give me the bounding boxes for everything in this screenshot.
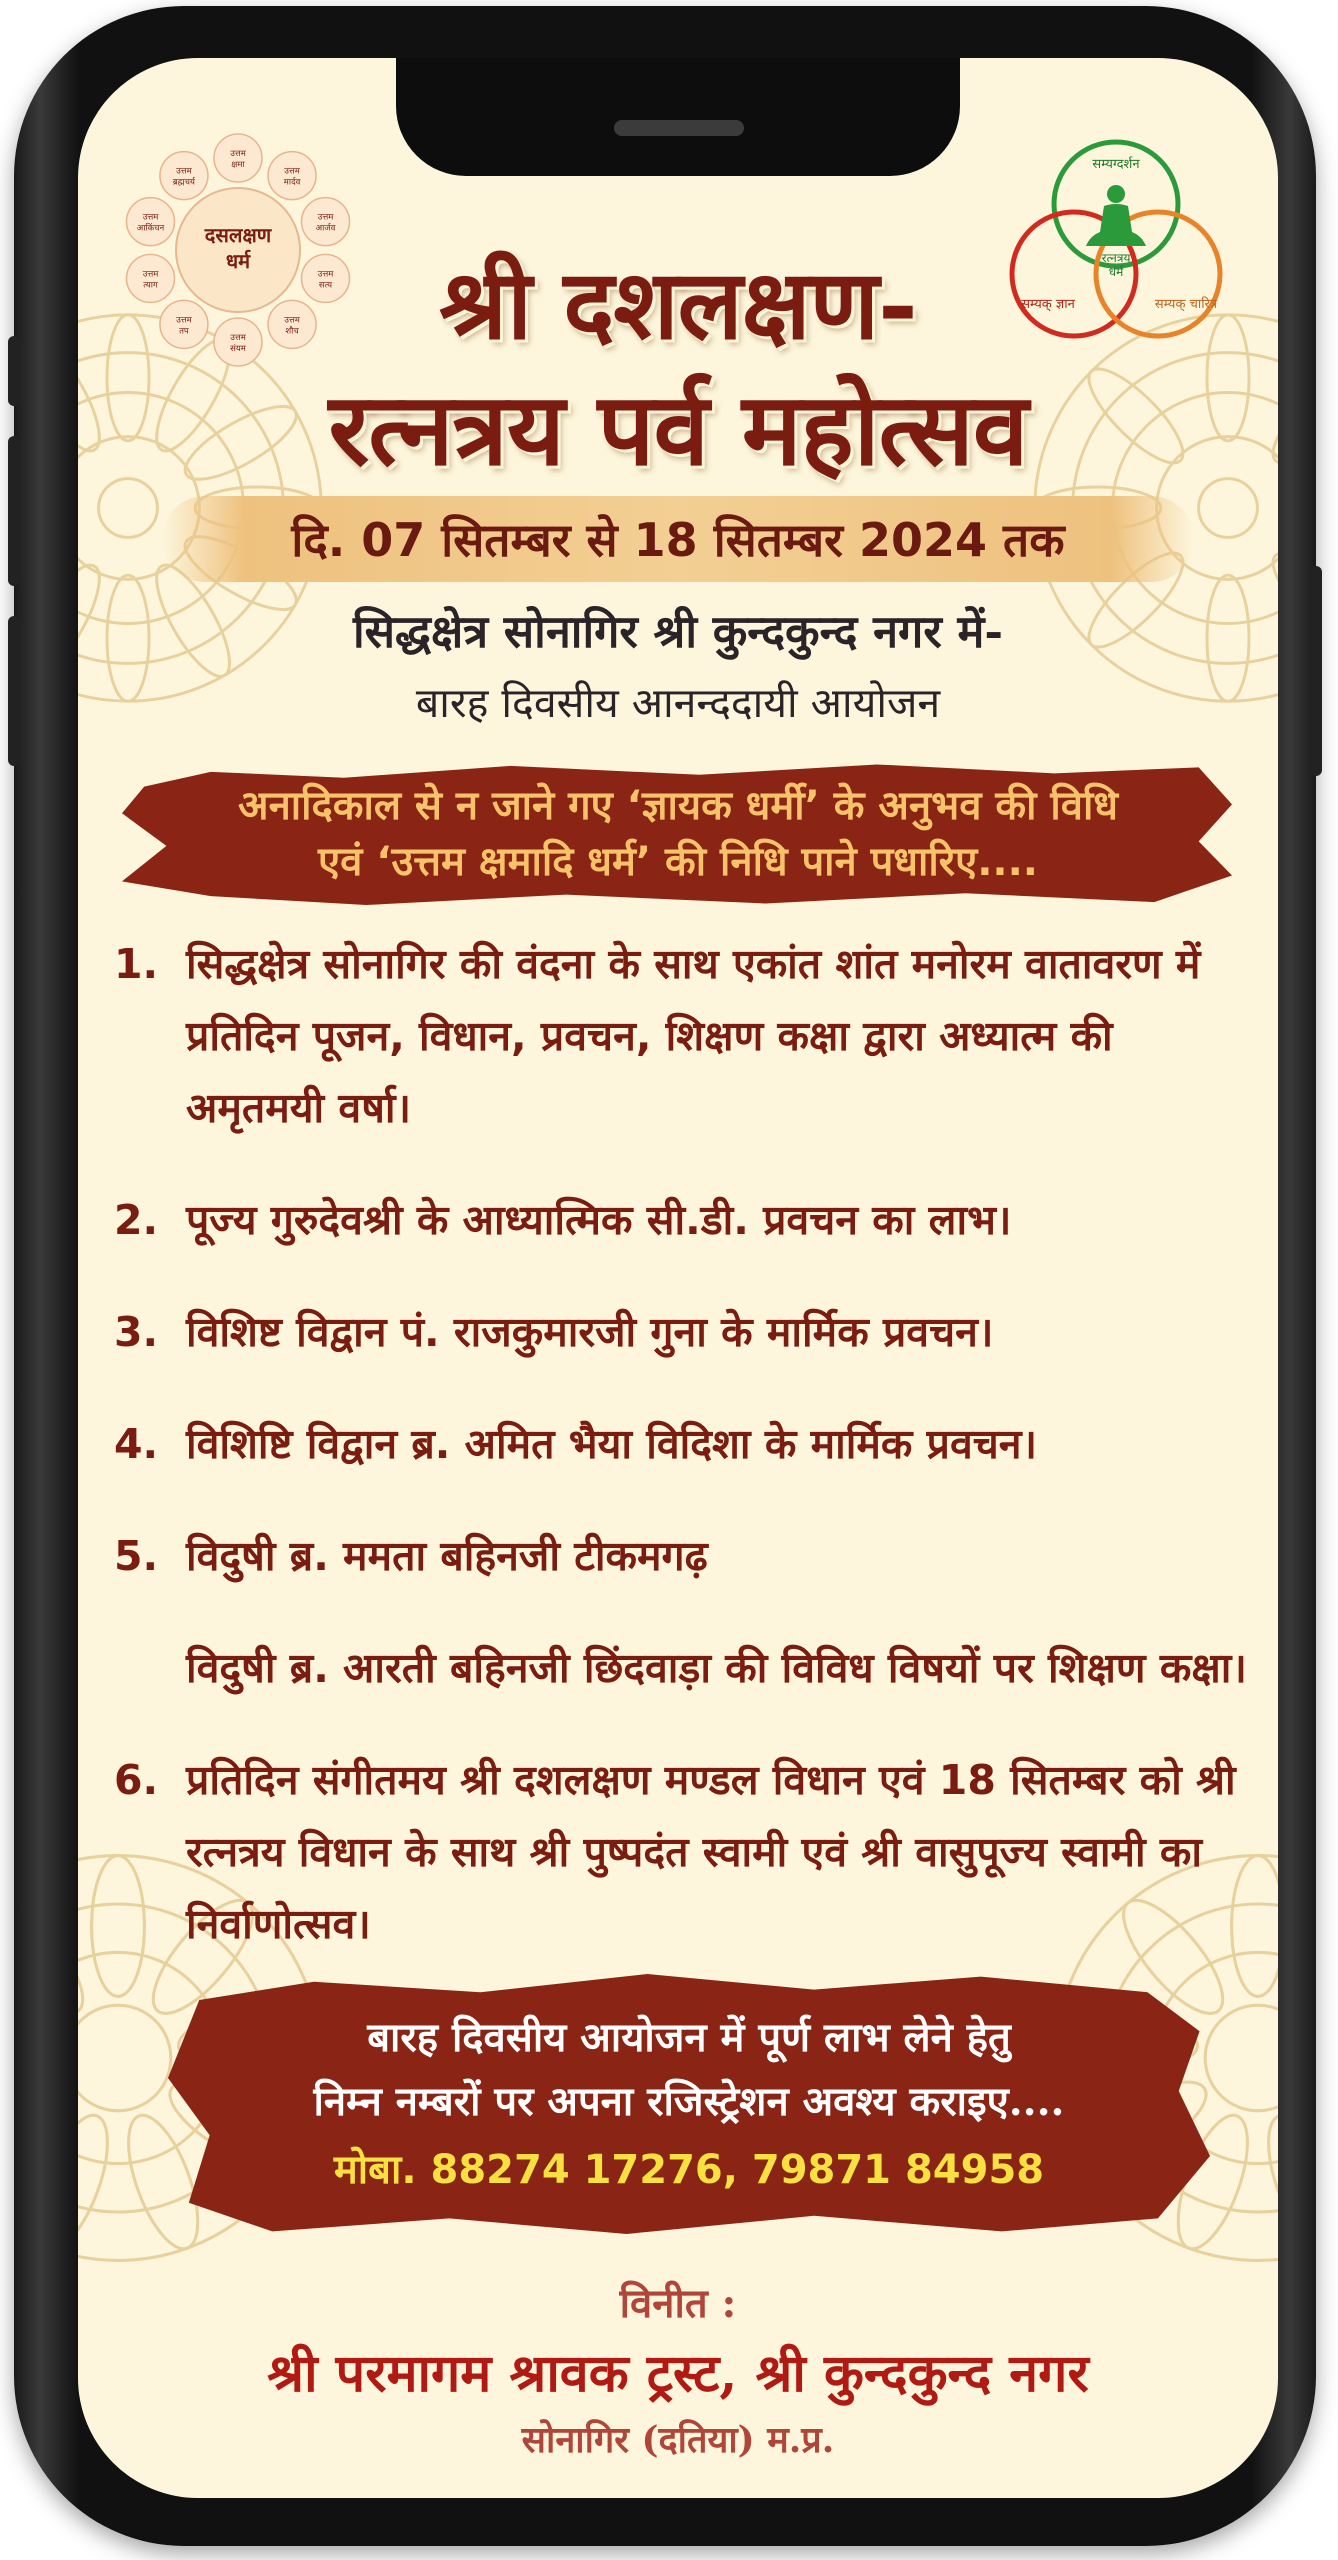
dashlakshan-petal-label: उत्तम [176,166,192,177]
list-item [114,1744,1254,1960]
dashlakshan-petal-label: उत्तम [230,149,246,159]
dashlakshan-petal-label: उत्तम [230,333,246,343]
dashlakshan-petal-label: मार्दव [283,177,301,188]
dashlakshan-petal-label: उत्तम [142,269,159,280]
dashlakshan-petal-label: त्याग [143,280,158,291]
place-name: सोनागिर (दतिया) म.प्र. [521,2419,835,2461]
title-line-1: श्री दशलक्षण- [439,248,917,361]
list-item-text: विदुषी ब्र. ममता बहिनजी टीकमगढ़ [186,1532,708,1580]
dashlakshan-petal-label: उत्तम [284,315,300,326]
ratnatray-left-label: सम्यक् ज्ञान [1021,297,1075,312]
dashlakshan-petal-label: शौच [285,326,299,337]
event-description-line: बारह दिवसीय आनन्ददायी आयोजन [415,679,941,727]
dashlakshan-petal-label: उत्तम [176,315,192,326]
side-button-right [1310,566,1322,776]
list-item-number: 4. [114,1420,159,1468]
registration-line-2: निम्न नम्बरों पर अपना रजिस्ट्रेशन अवश्य कराइए.... [313,2078,1065,2125]
date-banner-text: दि. 07 सितम्बर से 18 सितम्बर 2024 तक [291,513,1065,567]
dashlakshan-center-line2: धर्म [225,249,251,273]
title-line-2: रत्नत्रय पर्व महोत्सव [328,370,1028,488]
side-button-left-2 [8,436,20,586]
list-item-text: प्रतिदिन संगीतमय श्री दशलक्षण मण्डल विधान एवं 18 सितम्बर को श्री रत्नत्रय विधान के साथ श्री पुष्पदंत स्वामी एवं श्री वासुपूज्य स्वामी का निर्वाणोत्सव। [186,1756,1236,1948]
dashlakshan-petal-label: सत्य [318,280,333,291]
list-item-text: विशिष्ट विद्वान पं. राजकुमारजी गुना के मार्मिक प्रवचन। [186,1308,994,1356]
invitation-line-2: एवं ‘उत्तम क्षमादि धर्म’ की निधि पाने पधारिए.... [318,839,1038,885]
speaker-grille [614,120,744,136]
list-item-number: 1. [114,940,159,988]
side-button-left-3 [8,616,20,766]
dashlakshan-center-line1: दसलक्षण [204,223,272,247]
registration-line-1: बारह दिवसीय आयोजन में पूर्ण लाभ लेने हेतु [367,2014,1011,2061]
dashlakshan-petal-label: उत्तम [317,212,334,223]
contact-phone-numbers[interactable]: मोबा. 88274 17276, 79871 84958 [333,2147,1045,2193]
poster-content [78,58,1278,2498]
trust-name: श्री परमागम श्रावक ट्रस्ट, श्री कुन्दकुन्द नगर [267,2343,1089,2404]
dashlakshan-petal-label: क्षमा [231,160,245,170]
list-item-number: 2. [114,1196,159,1244]
dashlakshan-petal-label: ब्रह्मचर्य [172,177,195,188]
venue-line: सिद्धक्षेत्र सोनागिर श्री कुन्दकुन्द नगर में- [352,605,1004,658]
dashlakshan-petal-label: उत्तम [317,269,334,280]
program-list [114,928,1254,2000]
ratnatray-center-line1: रत्नत्रय [1101,251,1131,265]
side-button-left-1 [8,336,20,406]
phone-frame [14,6,1316,2546]
list-item [114,1632,1254,1704]
phone-screen [78,58,1278,2498]
ratnatray-right-label: सम्यक् चारित्र [1154,297,1218,312]
list-item [114,1408,1254,1480]
dashlakshan-petal-label: उत्तम [284,166,300,177]
dashlakshan-petal-label: तप [179,326,189,337]
list-item-number: 3. [114,1308,159,1356]
list-item-text: पूज्य गुरुदेवश्री के आध्यात्मिक सी.डी. प्रवचन का लाभ। [186,1196,1012,1244]
phone-notch [396,58,960,176]
list-item-text: सिद्धक्षेत्र सोनागिर की वंदना के साथ एकांत शांत मनोरम वातावरण में प्रतिदिन पूजन, विधान, प्रवचन, शिक्षण कक्षा द्वारा अध्यात्म की अमृतमयी वर्षा। [186,940,1201,1132]
dashlakshan-petal-label: संयम [230,344,246,354]
dashlakshan-petal-label: आर्जव [315,223,336,234]
list-item [114,1520,1254,1592]
dashlakshan-petal-label: आकिंचन [136,223,165,234]
list-item-text: विशिष्टि विद्वान ब्र. अमित भैया विदिशा के मार्मिक प्रवचन। [186,1420,1038,1468]
date-banner [162,496,1194,582]
list-item [114,928,1254,1144]
ratnatray-center-line2: धर्म [1108,265,1124,279]
invitation-line-1: अनादिकाल से न जाने गए ‘ज्ञायक धर्मी’ के अनुभव की विधि [238,783,1118,829]
list-item-number: 6. [114,1756,159,1804]
vinit-label: विनीत : [619,2280,737,2327]
dashlakshan-petal-label: उत्तम [142,212,159,223]
list-item [114,1296,1254,1368]
list-item [114,1184,1254,1256]
ratnatray-top-label: सम्यग्दर्शन [1092,157,1140,172]
list-item-text: विदुषी ब्र. आरती बहिनजी छिंदवाड़ा की विविध विषयों पर शिक्षण कक्षा। [186,1644,1247,1692]
list-item-number: 5. [114,1532,159,1580]
